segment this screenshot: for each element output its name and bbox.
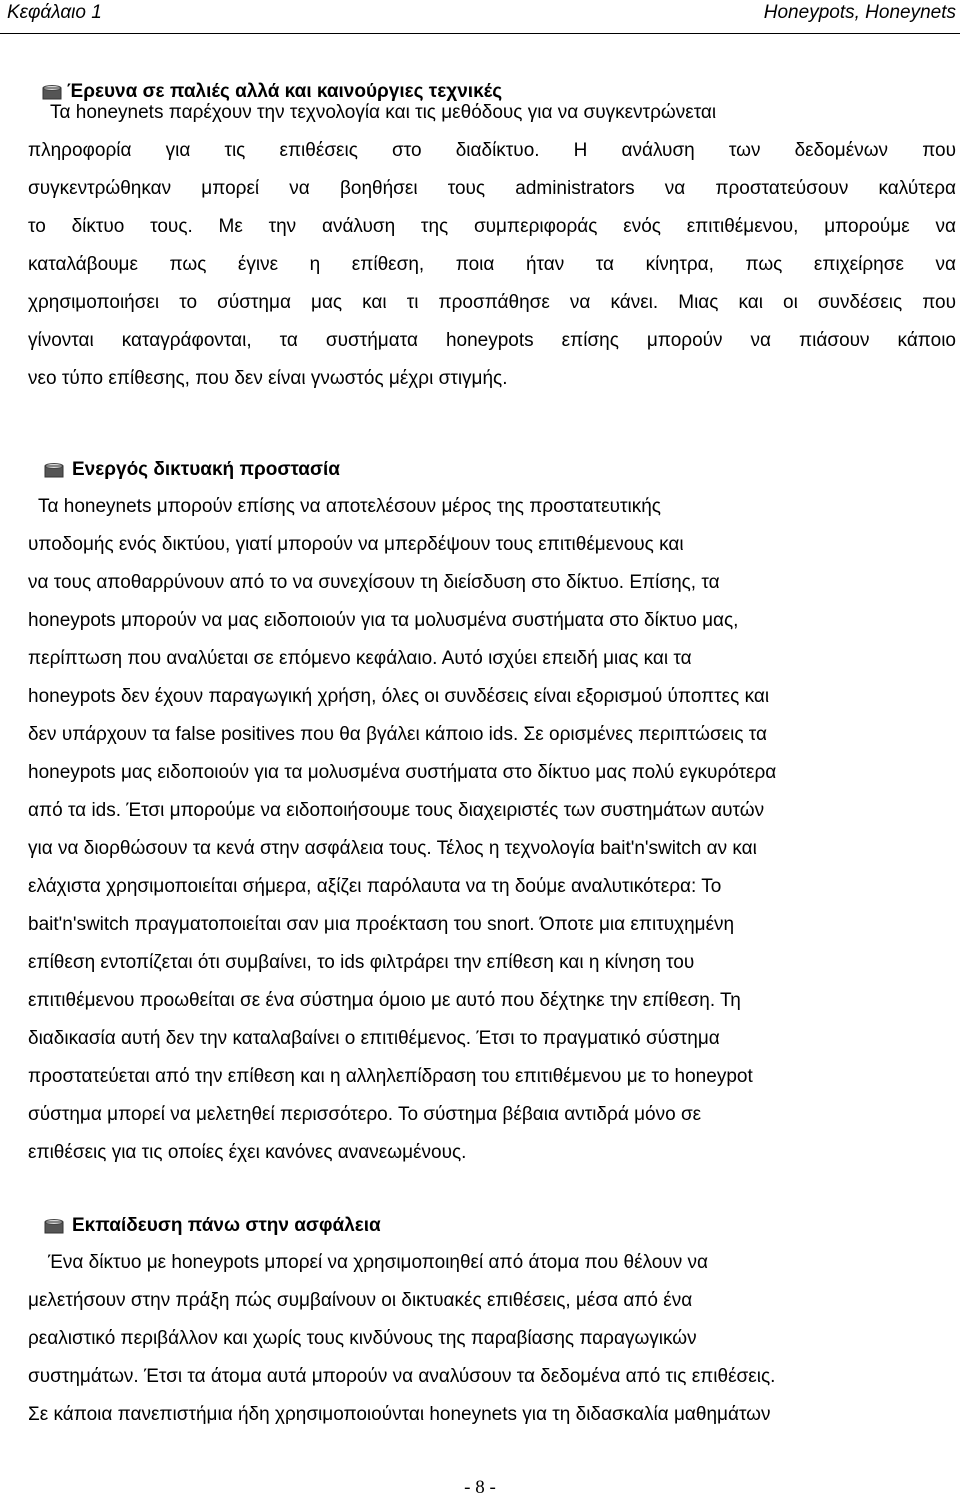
section-research	[0, 78, 960, 389]
paragraph-line: επιθέσεις για τις οποίες έχει κανόνες ανανεωμένους.	[28, 1142, 467, 1163]
paragraph-line: για να διορθώσουν τα κενά στην ασφάλεια τους. Τέλος η τεχνολογία bait'n'switch αν και	[28, 838, 757, 859]
header-divider	[0, 33, 960, 34]
chapter-label: Κεφάλαιο 1	[7, 2, 102, 23]
paragraph-line: επιτιθέμενου προωθείται σε ένα σύστημα όμοιο με αυτό που δέχτηκε την επίθεση. Τη	[28, 990, 741, 1011]
paragraph-line: honeypots δεν έχουν παραγωγική χρήση, όλες οι συνδέσεις είναι εξορισμού ύποπτες και	[28, 686, 770, 707]
section-title: Έρευνα σε παλιές αλλά και καινούργιες τεχνικές	[67, 81, 503, 102]
page-number: - 8 -	[464, 1477, 496, 1498]
paragraph-line: συστημάτων. Έτσι τα άτομα αυτά μπορούν να αναλύσουν τα δεδομένα από τις επιθέσεις.	[28, 1366, 776, 1387]
paragraph-line: επίθεση εντοπίζεται ότι συμβαίνει, το ids φιλτράρει την επίθεση και η κίνηση του	[28, 952, 695, 973]
paragraph-line: προστατεύεται από την επίθεση και η αλληλεπίδραση του επιτιθέμενου με το honeypot	[28, 1066, 753, 1087]
paragraph-line: υποδομής ενός δικτύου, γιατί μπορούν να μπερδέψουν τους επιτιθέμενους και	[28, 534, 684, 555]
paragraph-line: νεο τύπο επίθεσης, που δεν είναι γνωστός μέχρι στιγμής.	[28, 368, 508, 389]
paragraph-line: Τα honeynets παρέχουν την τεχνολογία και τις μεθόδους για να συγκεντρώνεται	[50, 102, 717, 123]
section-title: Ενεργός δικτυακή προστασία	[72, 459, 340, 480]
section-heading	[0, 1212, 960, 1244]
paragraph-line: honeypots μας ειδοποιούν για τα μολυσμένα συστήματα στο δίκτυο μας πολύ εγκυρότερα	[28, 762, 777, 783]
paragraph-line: γίνονται καταγράφονται, τα συστήματα honeypots επίσης μπορούν να πιάσουν κάποιο	[28, 330, 956, 351]
paragraph-line: διαδικασία αυτή δεν την καταλαβαίνει ο επιτιθέμενος. Έτσι το πραγματικό σύστημα	[28, 1028, 720, 1049]
paragraph-line: honeypots μπορούν να μας ειδοποιούν για τα μολυσμένα συστήματα στο δίκτυο μας,	[28, 610, 739, 631]
cylinder-bullet-icon	[44, 1219, 64, 1234]
paragraph-line: Τα honeynets μπορούν επίσης να αποτελέσουν μέρος της προστατευτικής	[38, 496, 661, 517]
paragraph-line: μελετήσουν στην πράξη πώς συμβαίνουν οι δικτυακές επιθέσεις, μέσα από ένα	[28, 1290, 693, 1311]
paragraph-line: bait'n'switch πραγματοποιείται σαν μια προέκταση του snort. Όποτε μια επιτυχημένη	[28, 914, 735, 935]
topic-label: Honeypots, Honeynets	[763, 2, 956, 23]
paragraph-line: χρησιμοποιήσει το σύστημα μας και τι προσπάθησε να κάνει. Μιας και οι συνδέσεις που	[28, 292, 956, 313]
paragraph-line: από τα ids. Έτσι μπορούμε να ειδοποιήσουμε τους διαχειριστές των συστημάτων αυτών	[28, 800, 765, 821]
paragraph-line: Ένα δίκτυο με honeypots μπορεί να χρησιμοποιηθεί από άτομα που θέλουν να	[48, 1252, 709, 1273]
paragraph-line: το δίκτυο τους. Με την ανάλυση της συμπεριφοράς ενός επιτιθέμενου, μπορούμε να	[28, 216, 956, 237]
paragraph-line: σύστημα μπορεί να μελετηθεί περισσότερο. Το σύστημα βέβαια αντιδρά μόνο σε	[28, 1104, 702, 1125]
paragraph-line: συγκεντρώθηκαν μπορεί να βοηθήσει τους administrators να προστατεύσουν καλύτερα	[28, 178, 956, 199]
section-active-defense	[0, 456, 960, 1163]
paragraph-line: περίπτωση που αναλύεται σε επόμενο κεφάλαιο. Αυτό ισχύει επειδή μιας και τα	[28, 648, 692, 669]
paragraph-line: δεν υπάρχουν τα false positives που θα βγάλει κάποιο ids. Σε ορισμένες περιπτώσεις τα	[28, 724, 768, 745]
paragraph-line: Σε κάποια πανεπιστήμια ήδη χρησιμοποιούνται honeynets για τη διδασκαλία μαθημάτων	[28, 1404, 771, 1425]
section-security-training	[0, 1212, 960, 1425]
page-header	[0, 0, 960, 28]
paragraph-line: ελάχιστα χρησιμοποιείται σήμερα, αξίζει παρόλαυτα να τη δούμε αναλυτικότερα: Το	[28, 876, 722, 897]
cylinder-bullet-icon	[44, 463, 64, 478]
section-title: Εκπαίδευση πάνω στην ασφάλεια	[72, 1215, 381, 1236]
paragraph-line: να τους αποθαρρύνουν από το να συνεχίσουν τη διείσδυση στο δίκτυο. Επίσης, τα	[28, 572, 720, 593]
paragraph-line: καταλάβουμε πως έγινε η επίθεση, ποια ήταν τα κίνητρα, πως επιχείρησε να	[28, 254, 956, 275]
paragraph-line: πληροφορία για τις επιθέσεις στο διαδίκτυο. Η ανάλυση των δεδομένων που	[28, 140, 956, 161]
section-heading	[0, 456, 960, 488]
paragraph-line: ρεαλιστικό περιβάλλον και χωρίς τους κινδύνους της παραβίασης παραγωγικών	[28, 1328, 697, 1349]
